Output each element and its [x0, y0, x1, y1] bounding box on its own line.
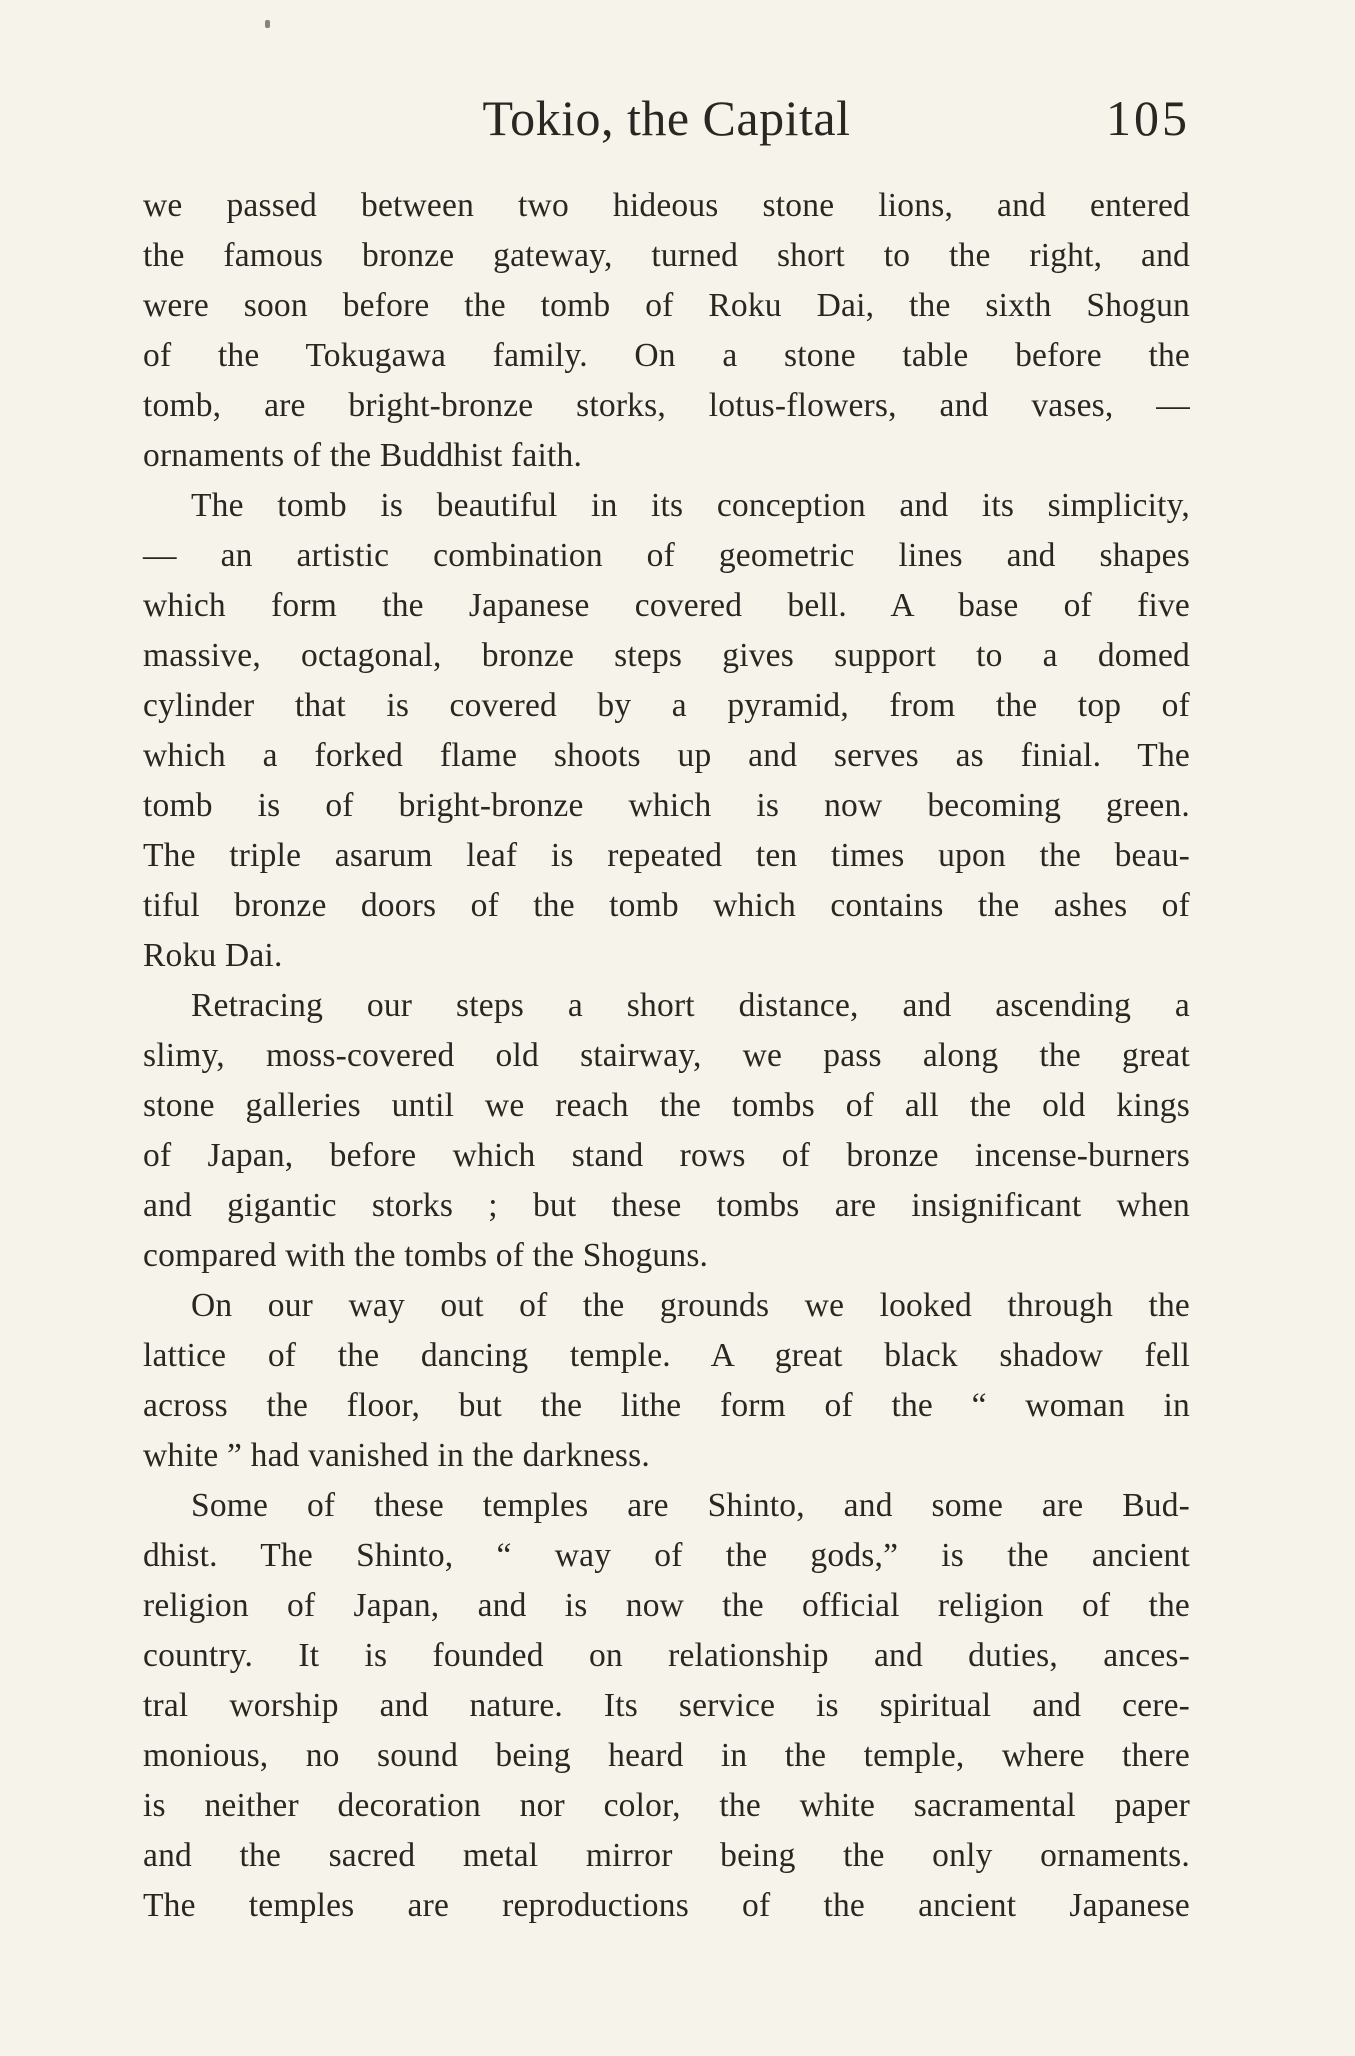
text-line: monious, no sound being heard in the temple, where there — [143, 1737, 1190, 1774]
text-line: tral worship and nature. Its service is spiritual and cere- — [143, 1687, 1190, 1724]
text-line: cylinder that is covered by a pyramid, from the top of — [143, 687, 1190, 724]
text-line: across the floor, but the lithe form of the “ woman in — [143, 1387, 1190, 1424]
text-line: stone galleries until we reach the tombs of all the old kings — [143, 1087, 1190, 1124]
text-line: tiful bronze doors of the tomb which contains the ashes of — [143, 887, 1190, 924]
text-line: white ” had vanished in the darkness. — [143, 1437, 650, 1474]
page-number: 105 — [1106, 90, 1190, 146]
text-line: — an artistic combination of geometric lines and shapes — [143, 537, 1190, 574]
text-line: The tomb is beautiful in its conception and its simplicity, — [191, 487, 1190, 524]
text-line: which a forked flame shoots up and serves as finial. The — [143, 737, 1190, 774]
text-line: ornaments of the Buddhist faith. — [143, 437, 583, 474]
text-line: tomb is of bright-bronze which is now becoming green. — [143, 787, 1190, 824]
page-header — [143, 88, 1190, 148]
text-line: is neither decoration nor color, the white sacramental paper — [143, 1787, 1190, 1824]
text-line: the famous bronze gateway, turned short to the right, and — [143, 237, 1190, 274]
text-line: which form the Japanese covered bell. A base of five — [143, 587, 1190, 624]
text-line: and the sacred metal mirror being the only ornaments. — [143, 1837, 1190, 1874]
text-line: compared with the tombs of the Shoguns. — [143, 1237, 709, 1274]
text-line: On our way out of the grounds we looked through the — [191, 1287, 1190, 1324]
text-line: tomb, are bright-bronze storks, lotus-flowers, and vases, — — [143, 387, 1190, 424]
body-text — [143, 181, 1190, 1931]
text-line: Roku Dai. — [143, 937, 283, 974]
text-line: The temples are reproductions of the ancient Japanese — [143, 1887, 1190, 1924]
text-line: religion of Japan, and is now the official religion of the — [143, 1587, 1190, 1624]
running-title: Tokio, the Capital — [482, 90, 851, 146]
text-line: dhist. The Shinto, “ way of the gods,” is the ancient — [143, 1537, 1190, 1574]
text-line: and gigantic storks ; but these tombs are insignificant when — [143, 1187, 1190, 1224]
text-line: we passed between two hideous stone lions, and entered — [143, 187, 1190, 224]
text-line: The triple asarum leaf is repeated ten times upon the beau- — [143, 837, 1190, 874]
text-line: Some of these temples are Shinto, and some are Bud- — [191, 1487, 1190, 1524]
text-line: country. It is founded on relationship and duties, ances- — [143, 1637, 1190, 1674]
text-line: lattice of the dancing temple. A great black shadow fell — [143, 1337, 1190, 1374]
text-line: slimy, moss-covered old stairway, we pass along the great — [143, 1037, 1190, 1074]
text-line: of Japan, before which stand rows of bronze incense-burners — [143, 1137, 1190, 1174]
ink-speck — [265, 20, 270, 28]
text-line: Retracing our steps a short distance, and ascending a — [191, 987, 1190, 1024]
text-line: massive, octagonal, bronze steps gives support to a domed — [143, 637, 1190, 674]
text-line: of the Tokugawa family. On a stone table before the — [143, 337, 1190, 374]
text-line: were soon before the tomb of Roku Dai, the sixth Shogun — [143, 287, 1190, 324]
